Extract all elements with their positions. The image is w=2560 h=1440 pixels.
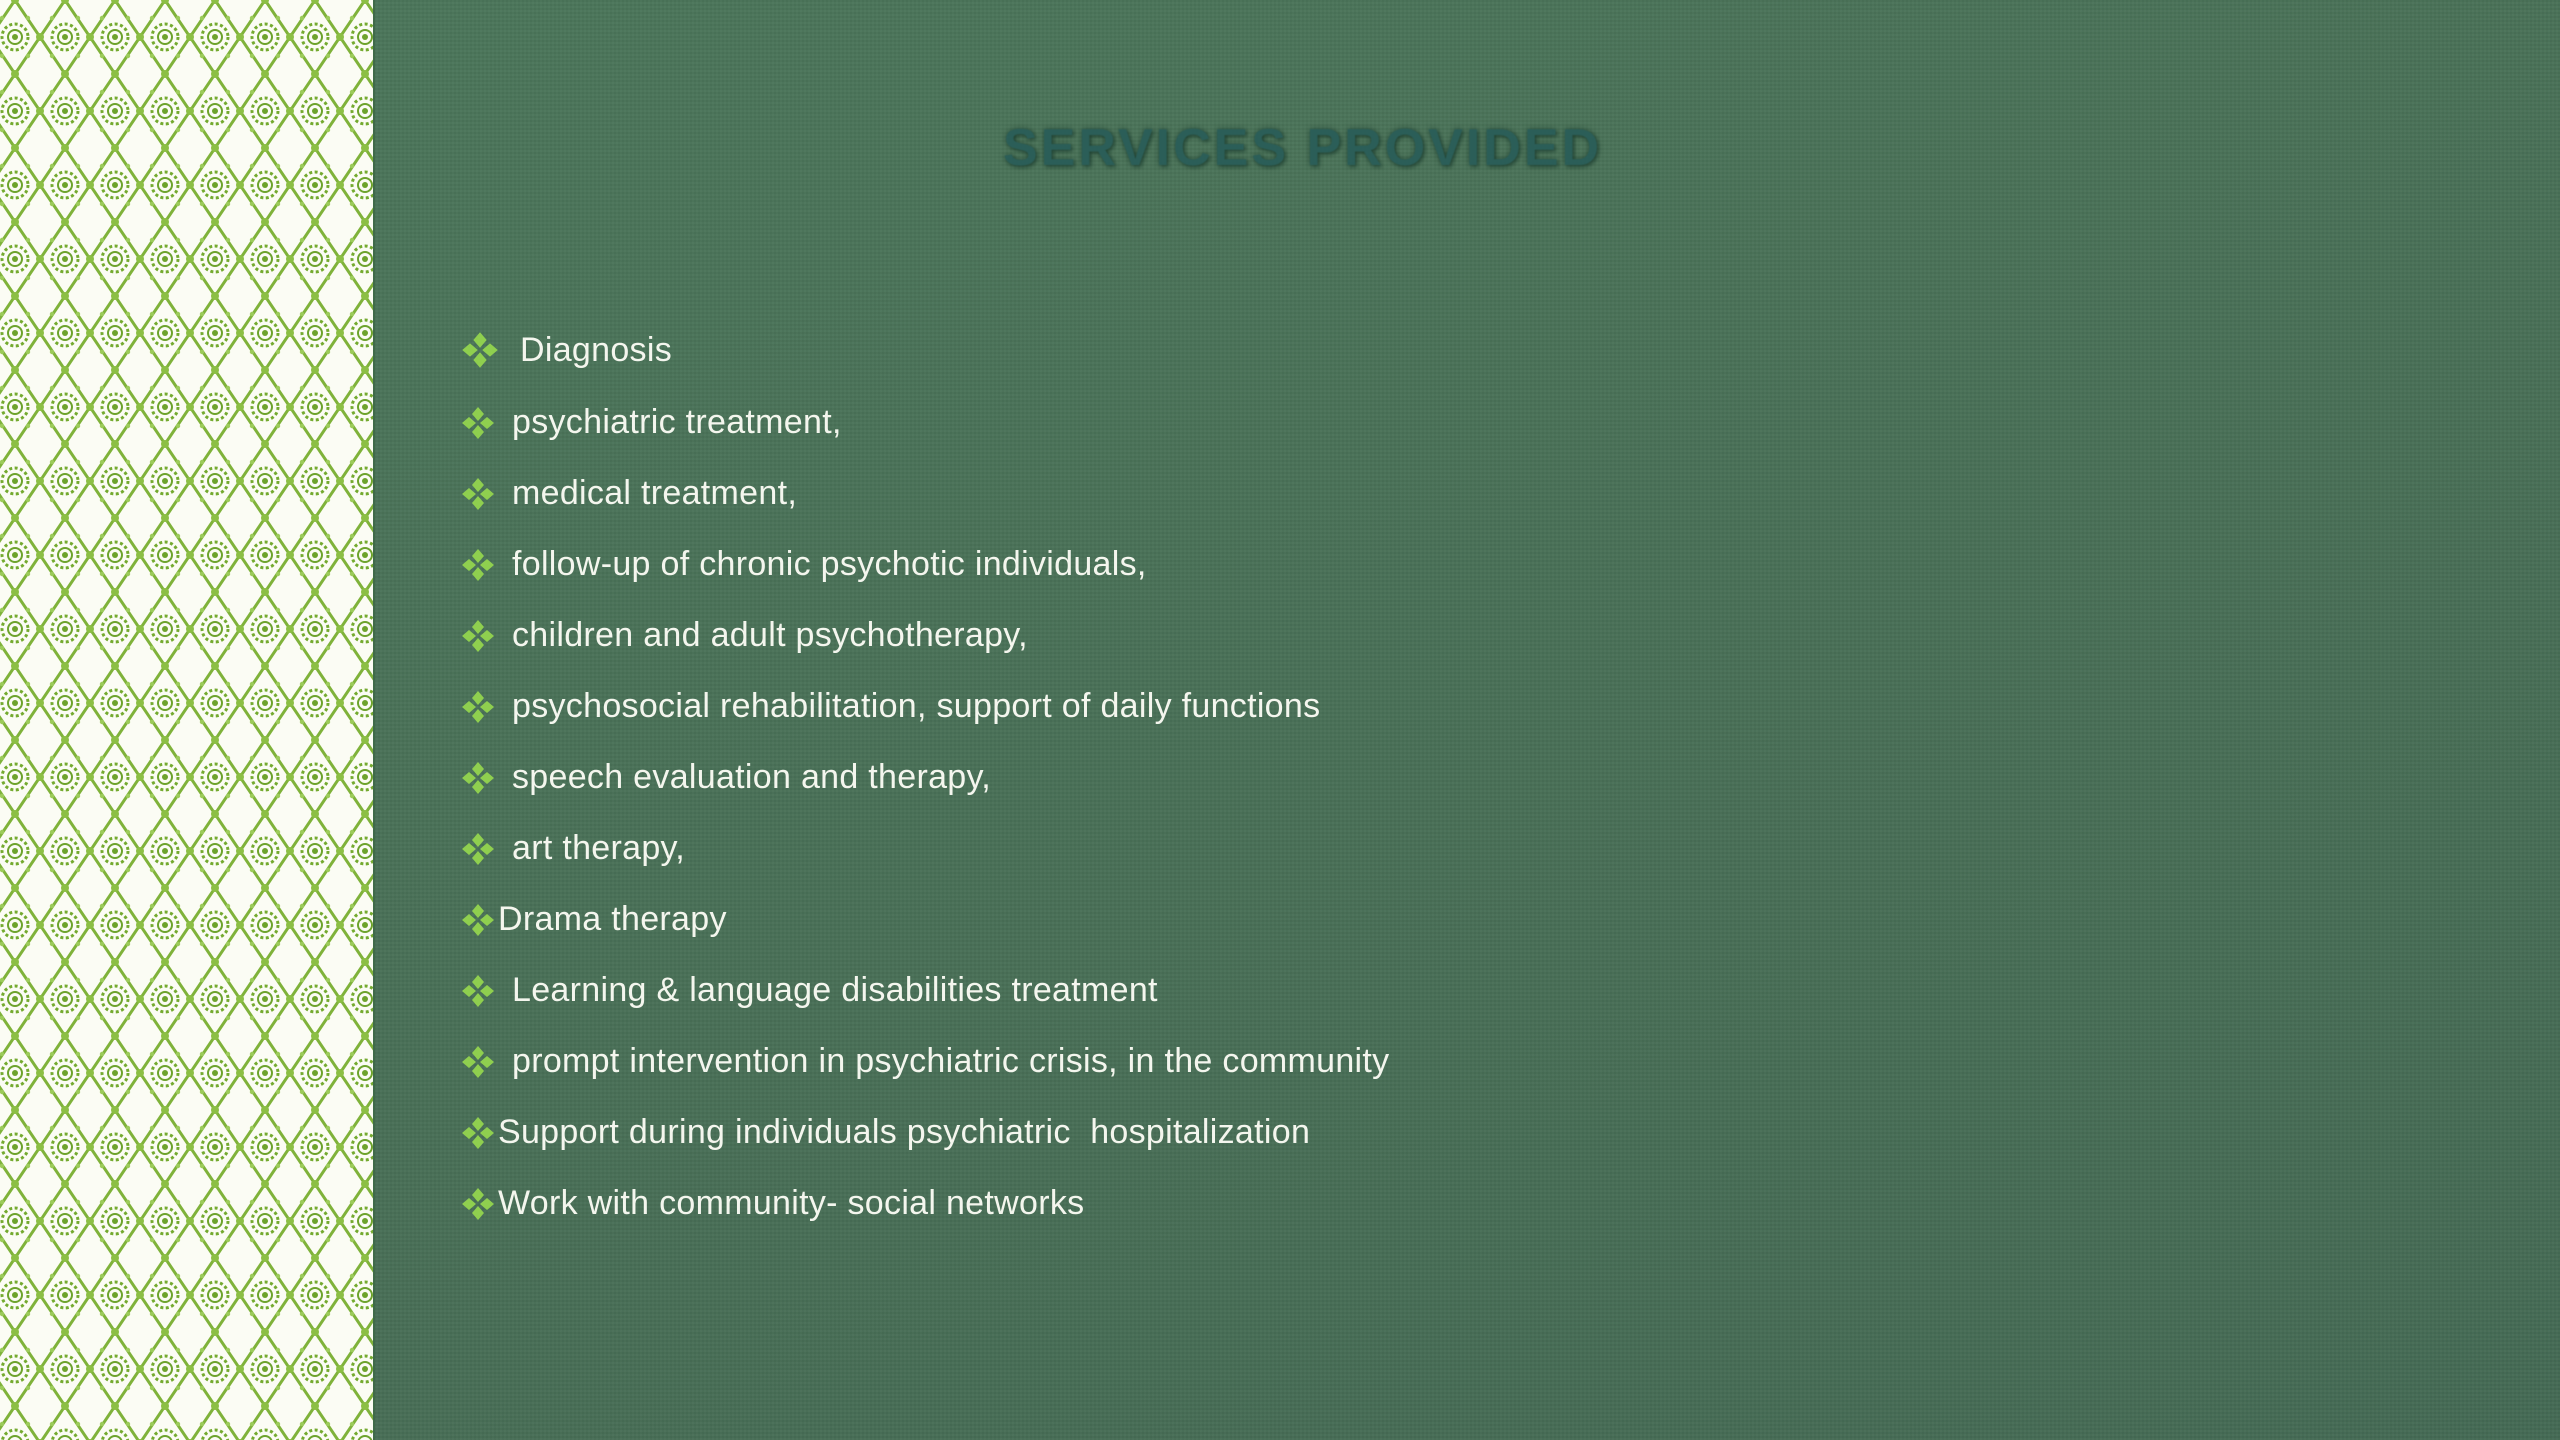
service-label: psychosocial rehabilitation, support of daily functions <box>512 687 1321 725</box>
four-diamond-bullet-icon <box>460 973 496 1009</box>
list-item <box>460 955 1389 1026</box>
four-diamond-bullet-icon <box>460 689 496 725</box>
four-diamond-bullet-icon <box>460 405 496 441</box>
list-item <box>460 884 1389 955</box>
services-list <box>460 313 1389 1239</box>
service-label: follow-up of chronic psychotic individuals, <box>512 545 1147 583</box>
slide-title: SERVICES PROVIDED <box>1003 119 1603 177</box>
decorative-pattern-strip <box>0 0 375 1440</box>
service-label: Drama therapy <box>498 900 727 938</box>
service-label: prompt intervention in psychiatric crisis, in the community <box>512 1042 1390 1080</box>
list-item <box>460 1026 1389 1097</box>
four-diamond-bullet-icon <box>460 547 496 583</box>
service-label: Work with community- social networks <box>498 1184 1085 1222</box>
lattice-pattern <box>0 0 373 1440</box>
service-label: speech evaluation and therapy, <box>512 758 992 796</box>
service-label: art therapy, <box>512 829 686 867</box>
list-item <box>460 458 1389 529</box>
list-item <box>460 671 1389 742</box>
service-label: psychiatric treatment, <box>512 403 842 441</box>
service-label: Diagnosis <box>520 330 672 369</box>
four-diamond-bullet-icon <box>460 1044 496 1080</box>
four-diamond-bullet-icon <box>460 618 496 654</box>
list-item <box>460 600 1389 671</box>
four-diamond-bullet-icon <box>460 902 496 938</box>
list-item <box>460 313 1389 387</box>
four-diamond-bullet-icon <box>460 1115 496 1151</box>
list-item <box>460 1168 1389 1239</box>
four-diamond-bullet-icon <box>460 476 496 512</box>
list-item <box>460 1097 1389 1168</box>
service-label: children and adult psychotherapy, <box>512 616 1028 654</box>
list-item <box>460 742 1389 813</box>
list-item <box>460 529 1389 600</box>
service-label: Support during individuals psychiatric hospitalization <box>498 1113 1311 1151</box>
list-item <box>460 813 1389 884</box>
service-label: Learning & language disabilities treatment <box>512 971 1158 1009</box>
four-diamond-bullet-icon <box>460 831 496 867</box>
four-diamond-bullet-icon <box>460 1186 496 1222</box>
service-label: medical treatment, <box>512 474 798 512</box>
list-item <box>460 387 1389 458</box>
four-diamond-bullet-icon <box>460 760 496 796</box>
four-diamond-bullet-icon <box>460 330 500 370</box>
